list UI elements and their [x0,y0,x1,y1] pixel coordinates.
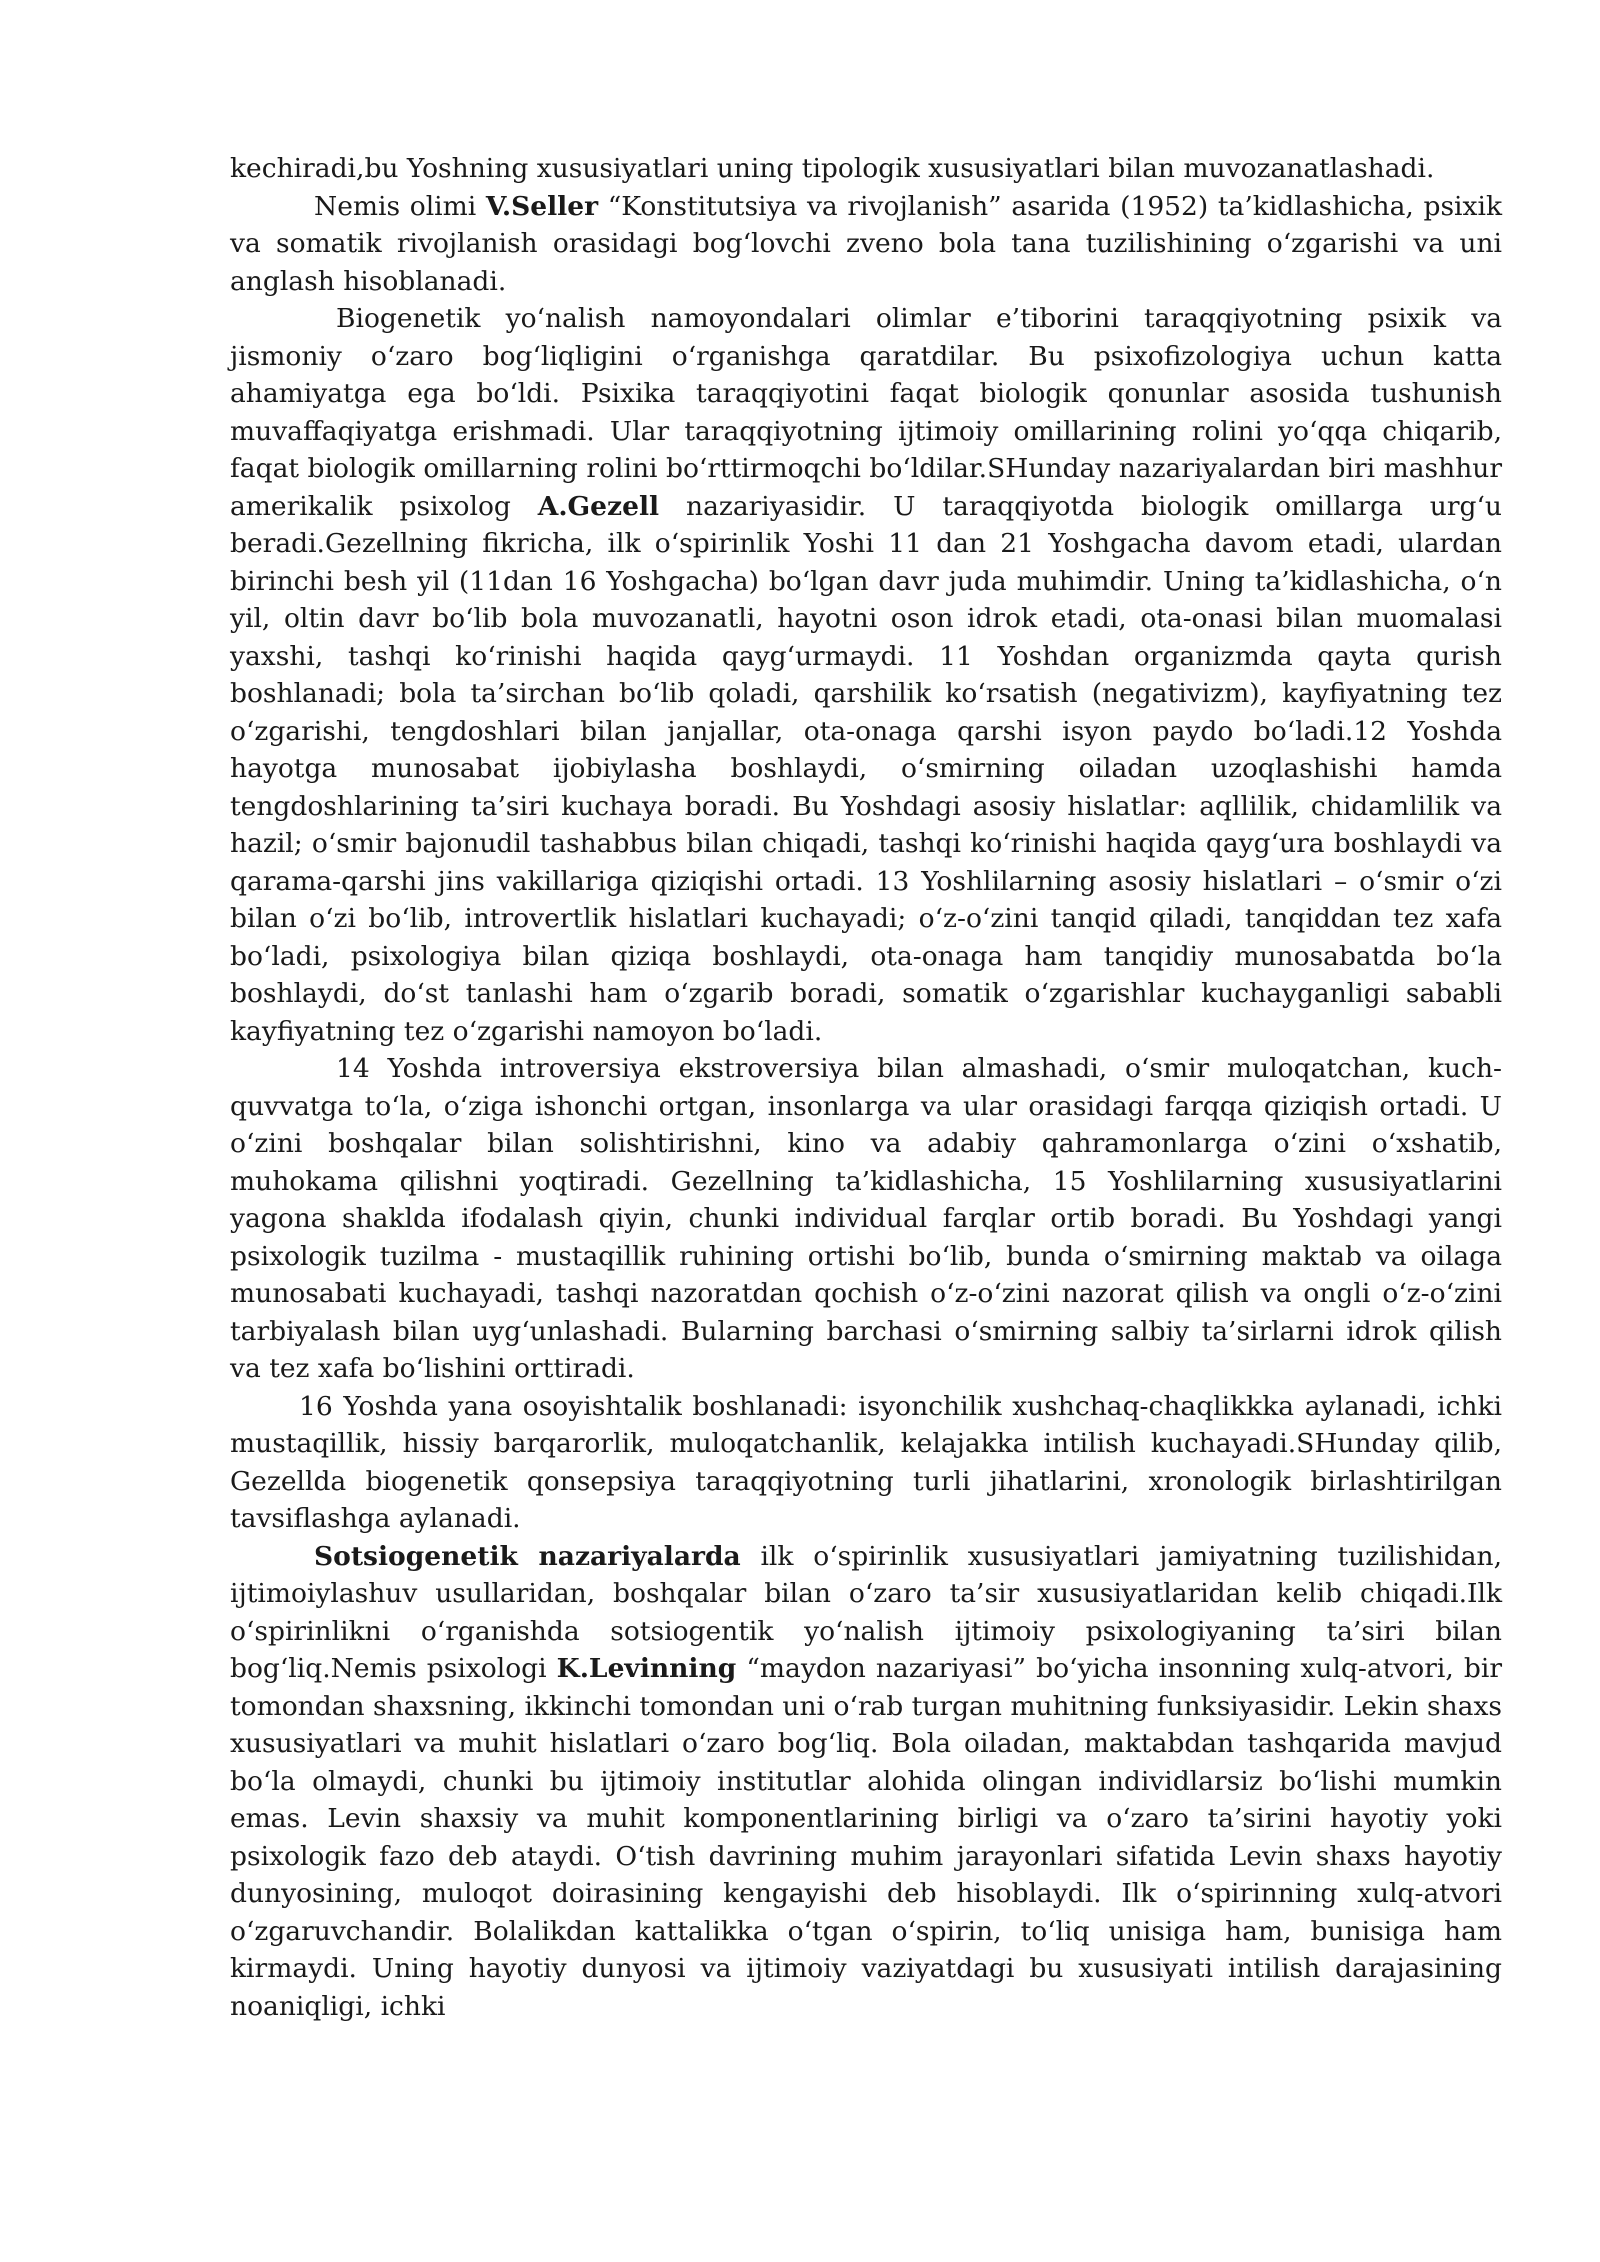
text-span: Biogenetik yo‘nalish namoyondalari olimlar e’tiborini taraqqiyotning psixik va jismoniy o‘zaro bog‘liqligini o‘rganishga qaratdilar. Bu psixofizologiya uchun katta ahamiyatga ega bo‘ldi. Psixika taraqqiyotini faqat biologik qonunlar asosida tushunish muvaffaqiyatga erishmadi. Ular taraqqiyotning ijtimoiy omillarining rolini yo‘qqa chiqarib, faqat biologik omillarning rolini bo‘rttirmoqchi bo‘ldilar.SHunday nazariyalardan biri mashhur amerikalik psixolog [230,303,1502,522]
paragraph-sociogenetic [230,1538,1502,2026]
text-span: nazariyasidir. U taraqqiyotda biologik omillarga urg‘u beradi.Gezellning fikricha, ilk o‘spirinlik Yoshi 11 dan 21 Yoshgacha davom etadi, ulardan birinchi besh yil (11dan 16 Yoshgacha) bo‘lgan davr juda muhimdir. Uning ta’kidlashicha, o‘n yil, oltin davr bo‘lib bola muvozanatli, hayotni oson idrok etadi, ota-onasi bilan muomalasi yaxshi, tashqi ko‘rinishi haqida qayg‘urmaydi. 11 Yoshdan organizmda qayta qurish boshlanadi; bola ta’sirchan bo‘lib qoladi, qarshilik ko‘rsatish (negativizm), kayfiyatning tez o‘zgarishi, tengdoshlari bilan janjallar, ota-onaga qarshi isyon paydo bo‘ladi.12 Yoshda hayotga munosabat ijobiylasha boshlaydi, o‘smirning oiladan uzoqlashishi hamda tengdoshlarining ta’siri kuchaya boradi. Bu Yoshdagi asosiy hislatlar: aqllilik, chidamlilik va hazil; o‘smir bajonudil tashabbus bilan chiqadi, tashqi ko‘rinishi haqida qayg‘ura boshlaydi va qarama-qarshi jins vakillariga qiziqishi ortadi. 13 Yoshlilarning asosiy hislatlari – o‘smir o‘zi bilan o‘zi bo‘lib, introvertlik hislatlari kuchayadi; o‘z-o‘zini tanqid qiladi, tanqiddan tez xafa bo‘ladi, psixologiya bilan qiziqa boshlaydi, ota-onaga ham tanqidiy munosabatda bo‘la boshlaydi, do‘st tanlashi ham o‘zgarib boradi, somatik o‘zgarishlar kuchayganligi sababli kayfiyatning tez o‘zgarishi namoyon bo‘ladi. [230,490,1502,1047]
text-span: “maydon nazariyasi” bo‘yicha insonning xulq-atvori, bir tomondan shaxsning, ikkinchi tomondan uni o‘rab turgan muhitning funksiyasidir. Lekin shaxs xususiyatlari va muhit hislatlari o‘zaro bog‘liq. Bola oiladan, maktabdan tashqarida mavjud bo‘la olmaydi, chunki bu ijtimoiy institutlar alohida olingan individlarsiz bo‘lishi mumkin emas. Levin shaxsiy va muhit komponentlarining birligi va o‘zaro ta’sirini hayotiy yoki psixologik fazo deb ataydi. O‘tish davrining muhim jarayonlari sifatida Levin shaxs hayotiy dunyosining, muloqot doirasining kengayishi deb hisoblaydi. Ilk o‘spirinning xulq-atvori o‘zgaruvchandir. Bolalikdan kattalikka o‘tgan o‘spirin, to‘liq unisiga ham, bunisiga ham kirmaydi. Uning hayotiy dunyosi va ijtimoiy vaziyatdagi bu xususiyati intilish darajasining noaniqligi, ichki [230,1653,1502,2022]
paragraph-age-16: 16 Yoshda yana osoyishtalik boshlanadi: isyonchilik xushchaq-chaqlikkka aylanadi, ichki mustaqillik, hissiy barqarorlik, muloqatchanlik, kelajakka intilish kuchayadi.SHunday qilib, Gezellda biogenetik qonsepsiya taraqqiyotning turli jihatlarini, xronologik birlashtirilgan tavsiflashga aylanadi. [230,1390,1502,1534]
author-name-seller: V.Seller [485,190,599,222]
text-span: ilk o‘spirinlik xususiyatlari jamiyatning tuzilishidan, ijtimoiylashuv usullaridan, boshqalar bilan o‘zaro ta’sir xususiyatlaridan kelib chiqadi.Ilk o‘spirinlikni o‘rganishda sotsiogentik yo‘nalish ijtimoiy psixologiyaning ta’siri bilan bog‘liq.Nemis psixologi [230,1540,1502,1684]
paragraph-age-14: 14 Yoshda introversiya ekstroversiya bilan almashadi, o‘smir muloqatchan, kuch-quvvatga to‘la, o‘ziga ishonchi ortgan, insonlarga va ular orasidagi farqqa qiziqish ortadi. U o‘zini boshqalar bilan solishtirishni, kino va adabiy qahramonlarga o‘zini o‘xshatib, muhokama qilishni yoqtiradi. Gezellning ta’kidlashicha, 15 Yoshlilarning xususiyatlarini yagona shaklda ifodalash qiyin, chunki individual farqlar ortib boradi. Bu Yoshdagi yangi psixologik tuzilma - mustaqillik ruhining ortishi bo‘lib, bunda o‘smirning maktab va oilaga munosabati kuchayadi, tashqi nazoratdan qochish o‘z-o‘zini nazorat qilish va ongli o‘z-o‘zini tarbiyalash bilan uyg‘unlashadi. Bularning barchasi o‘smirning salbiy ta’sirlarni idrok qilish va tez xafa bo‘lishini orttiradi. [230,1053,1502,1384]
paragraph-continuation: kechiradi,bu Yoshning xususiyatlari uning tipologik xususiyatlari bilan muvozanatlashadi. [230,153,1435,184]
paragraph-biogenetic [230,300,1502,1050]
author-name-levin: K.Levinning [556,1653,737,1684]
document-page [230,150,1502,2025]
text-span: Nemis olimi [314,190,486,222]
author-name-gezell: A.Gezell [537,490,660,522]
text-span: “Konstitutsiya va rivojlanish” asarida (1952) ta’kidlashicha, psixik va somatik rivojlanish orasidagi bog‘lovchi zveno bola tana tuzilishining o‘zgarishi va uni anglash hisoblanadi. [230,190,1503,297]
term-sociogenetic: Sotsiogenetik nazariyalarda [314,1540,741,1572]
paragraph-seller [230,188,1502,301]
